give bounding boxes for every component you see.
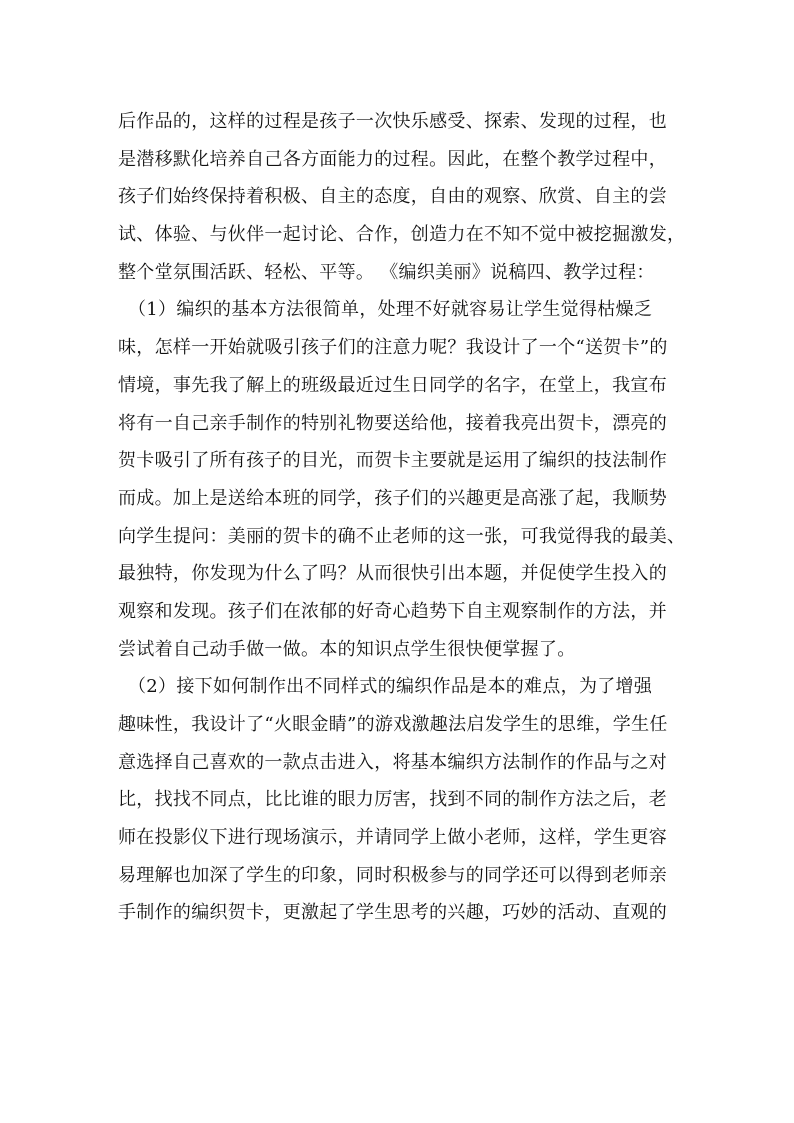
text-line: 是潜移默化培养自己各方面能力的过程。因此，在整个教学过程中， (118, 148, 667, 170)
text-line: 最独特，你发现为什么了吗？从而很快引出本题，并促使学生投入的 (118, 563, 667, 585)
text-line: 尝试着自己动手做一做。本的知识点学生很快便掌握了。 (118, 638, 576, 660)
text-line: 情境，事先我了解上的班级最近过生日同学的名字，在堂上，我宣布 (118, 374, 667, 396)
paragraph-start-line: （2）接下如何制作出不同样式的编织作品是本的难点，为了增强 (128, 676, 653, 698)
text-line: 向学生提问：美丽的贺卡的确不止老师的这一张，可我觉得我的最美、 (118, 525, 686, 547)
text-line: 将有一自己亲手制作的特别礼物要送给他，接着我亮出贺卡，漂亮的 (118, 412, 667, 434)
text-line: 师在投影仪下进行现场演示，并请同学上做小老师，这样，学生更容 (118, 827, 667, 849)
text-line: 易理解也加深了学生的印象，同时积极参与的同学还可以得到老师亲 (118, 864, 667, 886)
text-line: 后作品的，这样的过程是孩子一次快乐感受、探索、发现的过程，也 (118, 111, 667, 132)
text-line: 而成。加上是送给本班的同学，孩子们的兴趣更是高涨了起，我顺势 (118, 487, 667, 509)
text-line: 味，怎样一开始就吸引孩子们的注意力呢？我设计了一个“送贺卡”的 (118, 337, 668, 359)
text-line: 趣味性，我设计了“火眼金睛”的游戏激趣法启发学生的思维，学生任 (118, 714, 668, 735)
text-line: 比，找找不同点，比比谁的眼力厉害，找到不同的制作方法之后，老 (118, 789, 667, 811)
text-line: 观察和发现。孩子们在浓郁的好奇心趋势下自主观察制作的方法，并 (118, 600, 667, 622)
paragraph-start-line: （1）编织的基本方法很简单，处理不好就容易让学生觉得枯燥乏 (128, 299, 653, 321)
text-line: 贺卡吸引了所有孩子的目光，而贺卡主要就是运用了编织的技法制作 (118, 450, 667, 472)
text-line: 整个堂氛围活跃、轻松、平等。 《编织美丽》说稿四、教学过程： (118, 261, 655, 283)
document-body-text (118, 103, 686, 932)
text-line: 意选择自己喜欢的一款点击进入，将基本编织方法制作的作品与之对 (118, 751, 667, 773)
text-line: 试、体验、与伙伴一起讨论、合作，创造力在不知不觉中被挖掘激发， (118, 224, 686, 246)
text-line: 手制作的编织贺卡，更激起了学生思考的兴趣，巧妙的活动、直观的 (118, 902, 667, 924)
text-line: 孩子们始终保持着积极、自主的态度，自由的观察、欣赏、自主的尝 (118, 186, 667, 208)
